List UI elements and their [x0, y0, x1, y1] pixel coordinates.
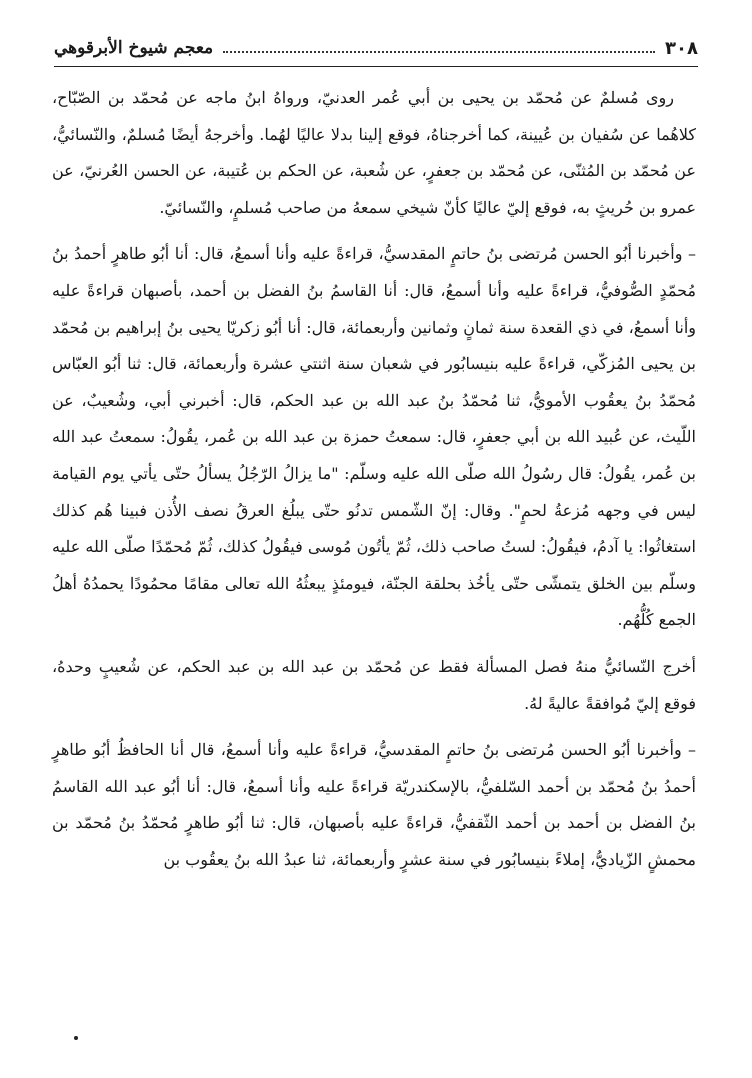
page-number: ٣٠٨ [665, 37, 698, 59]
footer-dot [74, 1036, 78, 1040]
header-dot-leader [223, 43, 655, 53]
paragraph-3: أخرج النّسائيُّ منهُ فصل المسألة فقط عن مُحمّد بن عبد الله بن عبد الحكم، عن شُعيبٍ وحدهُ، فوقع إليّ مُوافقةً عاليةً لهُ. [52, 656, 696, 713]
main-text [52, 80, 696, 878]
page-header [54, 30, 698, 67]
running-title: معجم شيوخ الأبرقوهي [54, 38, 214, 58]
paragraph-4: – وأخبرنا أبُو الحسن مُرتضى بنُ حاتمٍ المقدسيُّ، قراءةً عليه وأنا أسمعُ، قال أنا الحافظُ أبُو طاهرٍ أحمدُ بنُ مُحمّد بن أحمد السّلفيُّ، بالإسكندريّة قراءةً عليه وأنا أسمعُ، قال: أنا أبُو عبد الله القاسمُ بنُ الفضل بن أحمد بن أحمد الثّقفيُّ، قراءةً عليه بأصبهان، قال: ثنا أبُو طاهرٍ مُحمّدُ بنُ مُحمّد بن محمشٍ الزّياديُّ، إملاءً بنيسابُور في سنة عشرٍ وأربعمائة، ثنا عبدُ الله بنُ يعقُوب بن [52, 740, 696, 869]
paragraph-1: روى مُسلمٌ عن مُحمّد بن يحيى بن أبي عُمر العدنيّ، ورواهُ ابنُ ماجه عن مُحمّد بن الصّبّاح، كلاهُما عن سُفيان بن عُيينة، كما أخرجناهُ، فوقع إلينا بدلا عاليًا لهُما. وأخرجهُ أيضًا مُسلمٌ، والنّسائيُّ، عن مُحمّد بن المُثنّى، عن مُحمّد بن جعفرٍ، عن شُعبة، عن الحكم بن عُتيبة، عن الحسن العُرنيّ، عن عمرو بن حُريثٍ به، فوقع إليّ عاليًا كأنّ شيخي سمعهُ من صاحب مُسلمٍ، والنّسائيّ. [52, 88, 696, 217]
paragraph-2: – وأخبرنا أبُو الحسن مُرتضى بنُ حاتمٍ المقدسيُّ، قراءةً عليه وأنا أسمعُ، قال: أنا أبُو طاهرٍ أحمدُ بنُ مُحمّدٍ الصُّوفيُّ، قراءةً عليه وأنا أسمعُ، قال: أنا القاسمُ بنُ الفضل بن أحمد، بأصبهان قراءةً عليه وأنا أسمعُ، في ذي القعدة سنة ثمانٍ وثمانين وأربعمائة، قال: أنا أبُو زكريّا يحيى بنُ إبراهيم بن مُحمّد بن يحيى المُزكّي، قراءةً عليه بنيسابُور في شعبان سنة اثنتي عشرة وأربعمائة، قال: ثنا أبُو العبّاس مُحمّدُ بنُ يعقُوب الأمويُّ، ثنا مُحمّدُ بنُ عبد الله بن عبد الحكم، قال: أخبرني أبي، وشُعيبٌ، عن اللّيث، عن عُبيد الله بن أبي جعفرٍ، قال: سمعتُ حمزة بن عبد الله بن عُمر، يقُولُ: سمعتُ عبد الله بن عُمر، يقُولُ: قال رسُولُ الله صلّى الله عليه وسلّم: "ما يزالُ الرّجُلُ يسألُ حتّى يأتي يوم القيامة ليس في وجهه مُزعةُ لحمٍ". وقال: إنّ الشّمس تدنُو حتّى يبلُغ العرقُ نصف الأُذن فبينا هُم كذلك استغاثُوا: يا آدمُ، فيقُولُ: لستُ صاحب ذلك، ثُمّ يأتُون مُوسى فيقُولُ كذلك، ثُمّ مُحمّدًا صلّى الله عليه وسلّم بين الخلق يتمشّى حتّى يأخُذ بحلقة الجنّة، فيومئذٍ يبعثُهُ الله تعالى مقامًا محمُودًا يحمدُهُ أهلُ الجمع كُلُّهُم. [52, 244, 697, 630]
